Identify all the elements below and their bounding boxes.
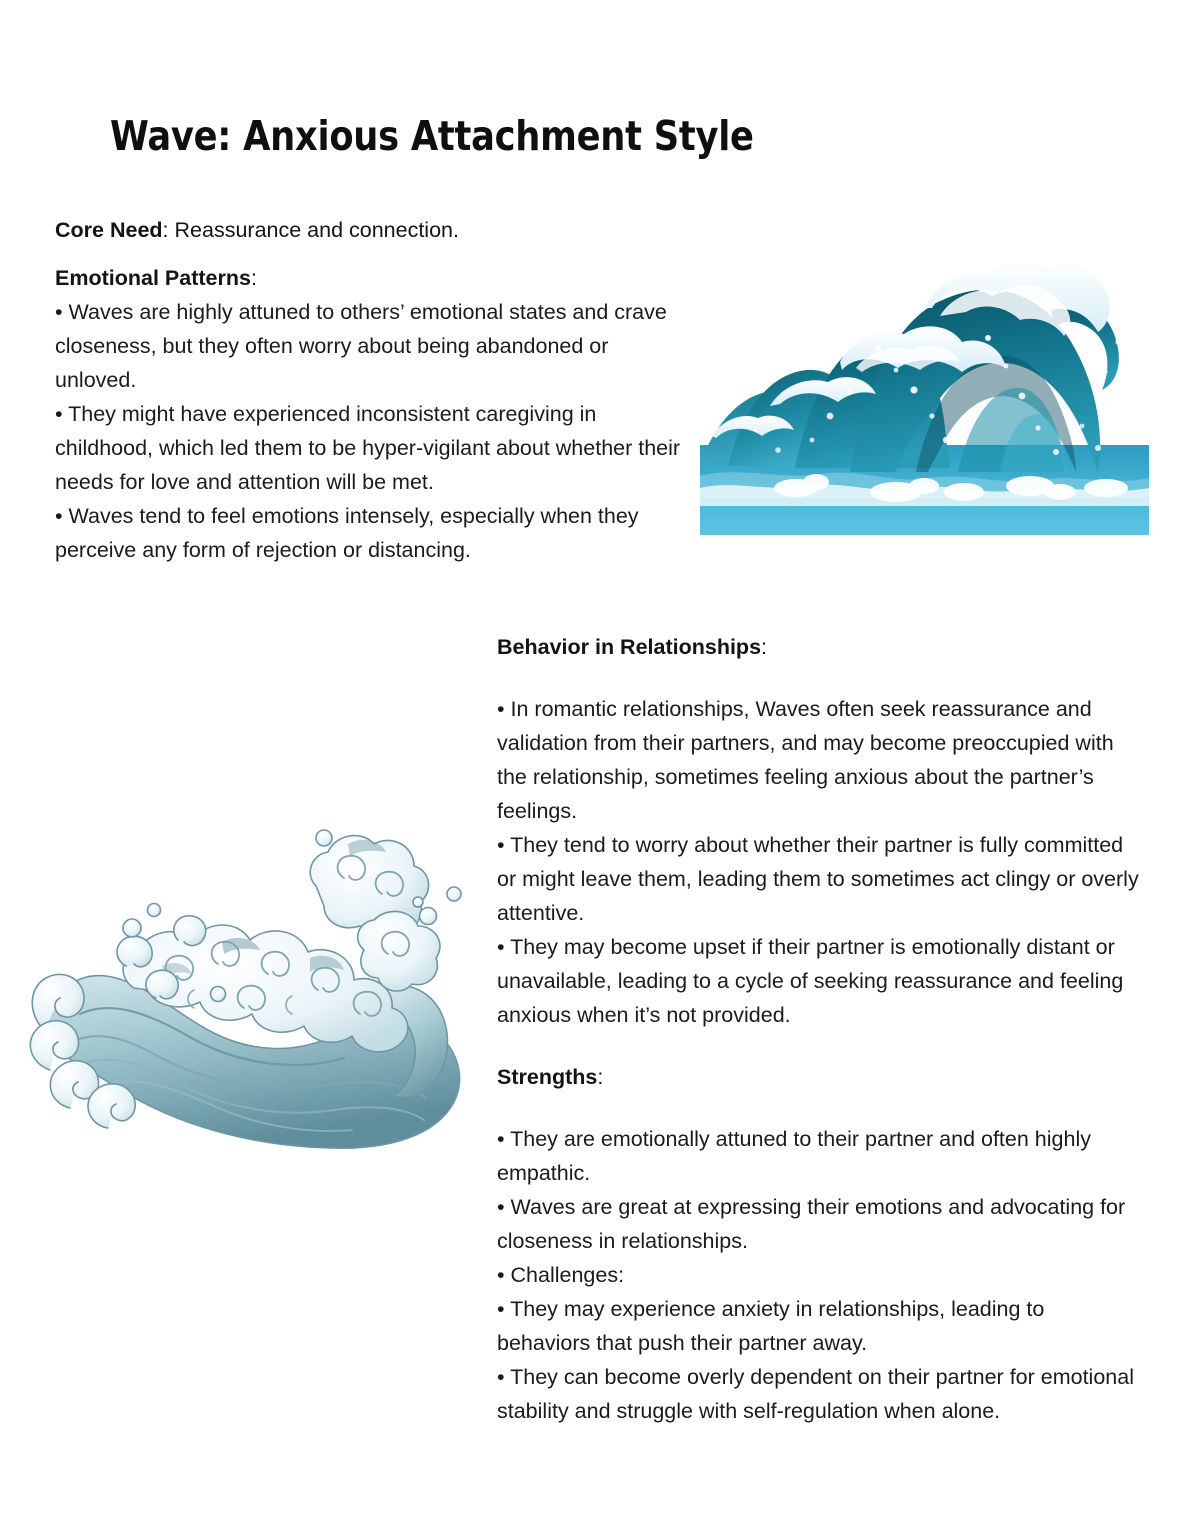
spacer [55,247,687,261]
emotional-patterns-heading [55,261,687,295]
list-item: • Challenges: [497,1263,625,1287]
strengths-colon: : [597,1065,604,1089]
core-need-line [55,213,687,247]
list-item: • Waves are highly attuned to others’ emotional states and crave closeness, but they often worry about being abandoned or unloved. [55,300,667,392]
strengths-heading [497,1060,1142,1094]
stylized-japanese-wave-illustration [22,782,488,1154]
behavior-in-relationships-heading [497,630,1142,664]
spacer [497,664,1142,692]
emotional-patterns-colon: : [250,266,257,290]
list-item: • Waves tend to feel emotions intensely, especially when they perceive any form of rejection or distancing. [55,504,639,562]
left-text-column [55,213,687,567]
behavior-in-relationships-colon: : [761,635,768,659]
list-item: • They may experience anxiety in relationships, leading to behaviors that push their partner away. [497,1297,1045,1355]
spacer [497,1094,1142,1122]
list-item: • In romantic relationships, Waves often seek reassurance and validation from their partners, and may become preoccupied with the relationship, sometimes feeling anxious about the partner’s feelings. [497,697,1114,823]
core-need-label: Core Need [55,218,163,242]
page-title: Wave: Anxious Attachment Style [110,112,754,160]
right-text-column [497,630,1142,1428]
list-item: • They may become upset if their partner is emotionally distant or unavailable, leading to a cycle of seeking reassurance and feeling anxious when it’s not provided. [497,935,1124,1027]
behavior-in-relationships-label: Behavior in Relationships [497,635,762,659]
cresting-ocean-wave-illustration [700,230,1149,535]
spacer [497,1032,1142,1060]
core-need-body: Reassurance and connection. [168,218,459,242]
list-item: • They might have experienced inconsistent caregiving in childhood, which led them to be hyper-vigilant about whether their needs for love and attention will be met. [55,402,681,494]
list-item: • They can become overly dependent on their partner for emotional stability and struggle with self-regulation when alone. [497,1365,1134,1423]
list-item: • They tend to worry about whether their partner is fully committed or might leave them, leading them to sometimes act clingy or overly attentive. [497,833,1139,925]
strengths-label: Strengths [497,1065,598,1089]
emotional-patterns-label: Emotional Patterns [55,266,251,290]
core-need-colon: : [162,218,169,242]
list-item: • They are emotionally attuned to their partner and often highly empathic. [497,1127,1091,1185]
list-item: • Waves are great at expressing their emotions and advocating for closeness in relationships. [497,1195,1126,1253]
